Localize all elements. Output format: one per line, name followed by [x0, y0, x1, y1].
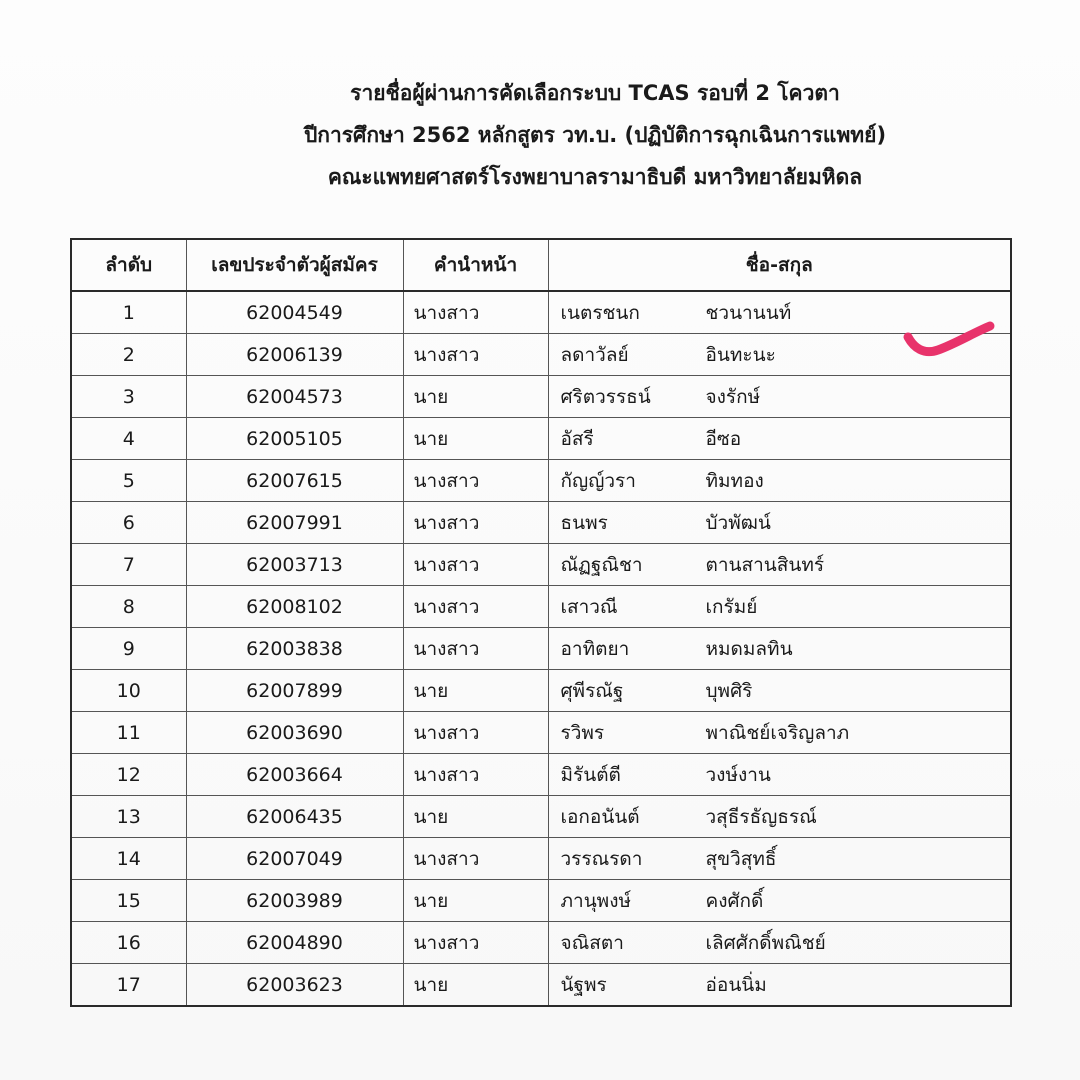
last-name: บุพศิริ [705, 679, 753, 702]
cell-applicant-id: 62003623 [186, 964, 403, 1007]
table-row [71, 964, 1011, 1007]
cell-title: นางสาว [403, 586, 548, 628]
table-header [71, 239, 1011, 291]
cell-full-name [548, 796, 1011, 838]
cell-full-name [548, 460, 1011, 502]
cell-order: 7 [71, 544, 186, 586]
cell-order: 11 [71, 712, 186, 754]
cell-full-name [548, 880, 1011, 922]
last-name: ชวนานนท์ [705, 301, 792, 324]
first-name: ลดาวัลย์ [560, 343, 629, 366]
cell-order: 14 [71, 838, 186, 880]
cell-full-name [548, 964, 1011, 1007]
header-title: รายชื่อผู้ผ่านการคัดเลือกระบบ TCAS รอบที่ 2 โควตา [350, 81, 840, 105]
checkmark-icon [900, 320, 1000, 370]
last-name: วงษ์งาน [705, 763, 771, 786]
cell-applicant-id: 62006139 [186, 334, 403, 376]
last-name: วสุธีรธัญธรณ์ [705, 805, 817, 828]
cell-order: 16 [71, 922, 186, 964]
cell-title: นางสาว [403, 460, 548, 502]
cell-full-name [548, 838, 1011, 880]
last-name: เลิศศักดิ์พณิชย์ [705, 931, 826, 954]
table-row [71, 796, 1011, 838]
header-subtitle-faculty: คณะแพทยศาสตร์โรงพยาบาลรามาธิบดี มหาวิทยาลัยมหิดล [327, 165, 863, 189]
last-name: คงศักดิ์ [705, 889, 764, 912]
last-name: บัวพัฒน์ [705, 511, 771, 534]
table-body [71, 291, 1011, 1006]
results-table [70, 238, 1012, 1007]
cell-applicant-id: 62006435 [186, 796, 403, 838]
cell-order: 1 [71, 291, 186, 334]
cell-title: นางสาว [403, 628, 548, 670]
column-header-title: คำนำหน้า [403, 239, 548, 291]
cell-title: นาย [403, 964, 548, 1007]
first-name: กัญญ์วรา [560, 469, 636, 492]
first-name: อาทิตยา [560, 637, 630, 660]
first-name: ศุพีรณัฐ [560, 679, 624, 702]
cell-title: นางสาว [403, 544, 548, 586]
cell-applicant-id: 62003690 [186, 712, 403, 754]
cell-applicant-id: 62004549 [186, 291, 403, 334]
table-row [71, 880, 1011, 922]
cell-applicant-id: 62007615 [186, 460, 403, 502]
last-name: อีซอ [705, 427, 742, 450]
cell-title: นางสาว [403, 291, 548, 334]
table-row [71, 922, 1011, 964]
cell-title: นางสาว [403, 712, 548, 754]
cell-title: นางสาว [403, 754, 548, 796]
last-name: ตานสานสินทร์ [705, 553, 825, 576]
table-row [71, 291, 1011, 334]
cell-applicant-id: 62004890 [186, 922, 403, 964]
cell-applicant-id: 62007991 [186, 502, 403, 544]
first-name: เนตรชนก [560, 301, 640, 324]
table-row [71, 334, 1011, 376]
cell-applicant-id: 62007899 [186, 670, 403, 712]
first-name: อัสรี [560, 427, 594, 450]
table-row [71, 712, 1011, 754]
cell-title: นาย [403, 880, 548, 922]
cell-order: 2 [71, 334, 186, 376]
cell-title: นาย [403, 418, 548, 460]
cell-full-name [548, 502, 1011, 544]
cell-full-name [548, 418, 1011, 460]
table-row [71, 376, 1011, 418]
header-subtitle-program: ปีการศึกษา 2562 หลักสูตร วท.บ. (ปฏิบัติการฉุกเฉินการแพทย์) [303, 123, 887, 147]
first-name: เสาวณี [560, 595, 618, 618]
cell-applicant-id: 62003713 [186, 544, 403, 586]
cell-full-name [548, 376, 1011, 418]
last-name: หมดมลทิน [705, 637, 793, 660]
cell-full-name [548, 754, 1011, 796]
table-row [71, 544, 1011, 586]
cell-order: 15 [71, 880, 186, 922]
cell-applicant-id: 62003838 [186, 628, 403, 670]
table-row [71, 460, 1011, 502]
cell-applicant-id: 62003664 [186, 754, 403, 796]
table-row [71, 754, 1011, 796]
cell-order: 5 [71, 460, 186, 502]
document-header [0, 72, 1080, 198]
first-name: ณัฏฐณิชา [560, 553, 643, 576]
table-row [71, 670, 1011, 712]
cell-full-name [548, 670, 1011, 712]
cell-title: นาย [403, 796, 548, 838]
first-name: มิรันต์ตี [560, 763, 621, 786]
cell-title: นางสาว [403, 838, 548, 880]
cell-order: 17 [71, 964, 186, 1007]
column-header-full-name: ชื่อ-สกุล [548, 239, 1011, 291]
table-row [71, 838, 1011, 880]
cell-applicant-id: 62003989 [186, 880, 403, 922]
first-name: รวิพร [560, 721, 605, 744]
first-name: เอกอนันต์ [560, 805, 640, 828]
cell-order: 3 [71, 376, 186, 418]
last-name: ทิมทอง [705, 469, 764, 492]
last-name: อ่อนนิ่ม [705, 973, 767, 996]
first-name: วรรณรดา [560, 847, 643, 870]
cell-full-name [548, 922, 1011, 964]
column-header-applicant-id: เลขประจำตัวผู้สมัคร [186, 239, 403, 291]
first-name: ศริตวรรธน์ [560, 385, 651, 408]
cell-full-name [548, 712, 1011, 754]
table-row [71, 418, 1011, 460]
first-name: ธนพร [560, 511, 608, 534]
cell-order: 8 [71, 586, 186, 628]
cell-title: นาย [403, 376, 548, 418]
table-row [71, 628, 1011, 670]
cell-full-name [548, 586, 1011, 628]
cell-order: 13 [71, 796, 186, 838]
cell-applicant-id: 62005105 [186, 418, 403, 460]
last-name: พาณิชย์เจริญลาภ [705, 721, 850, 744]
cell-applicant-id: 62008102 [186, 586, 403, 628]
cell-order: 4 [71, 418, 186, 460]
cell-title: นาย [403, 670, 548, 712]
first-name: นัฐพร [560, 973, 607, 996]
cell-order: 10 [71, 670, 186, 712]
cell-order: 9 [71, 628, 186, 670]
cell-order: 6 [71, 502, 186, 544]
cell-full-name [548, 628, 1011, 670]
table-row [71, 586, 1011, 628]
cell-applicant-id: 62007049 [186, 838, 403, 880]
last-name: สุขวิสุทธิ์ [705, 847, 777, 870]
cell-title: นางสาว [403, 922, 548, 964]
table-row [71, 502, 1011, 544]
column-header-order: ลำดับ [71, 239, 186, 291]
last-name: อินทะนะ [705, 343, 776, 366]
first-name: ภานุพงษ์ [560, 889, 632, 912]
cell-title: นางสาว [403, 334, 548, 376]
cell-full-name [548, 544, 1011, 586]
cell-applicant-id: 62004573 [186, 376, 403, 418]
last-name: เกรัมย์ [705, 595, 758, 618]
last-name: จงรักษ์ [705, 385, 761, 408]
cell-order: 12 [71, 754, 186, 796]
first-name: จณิสตา [560, 931, 624, 954]
cell-title: นางสาว [403, 502, 548, 544]
